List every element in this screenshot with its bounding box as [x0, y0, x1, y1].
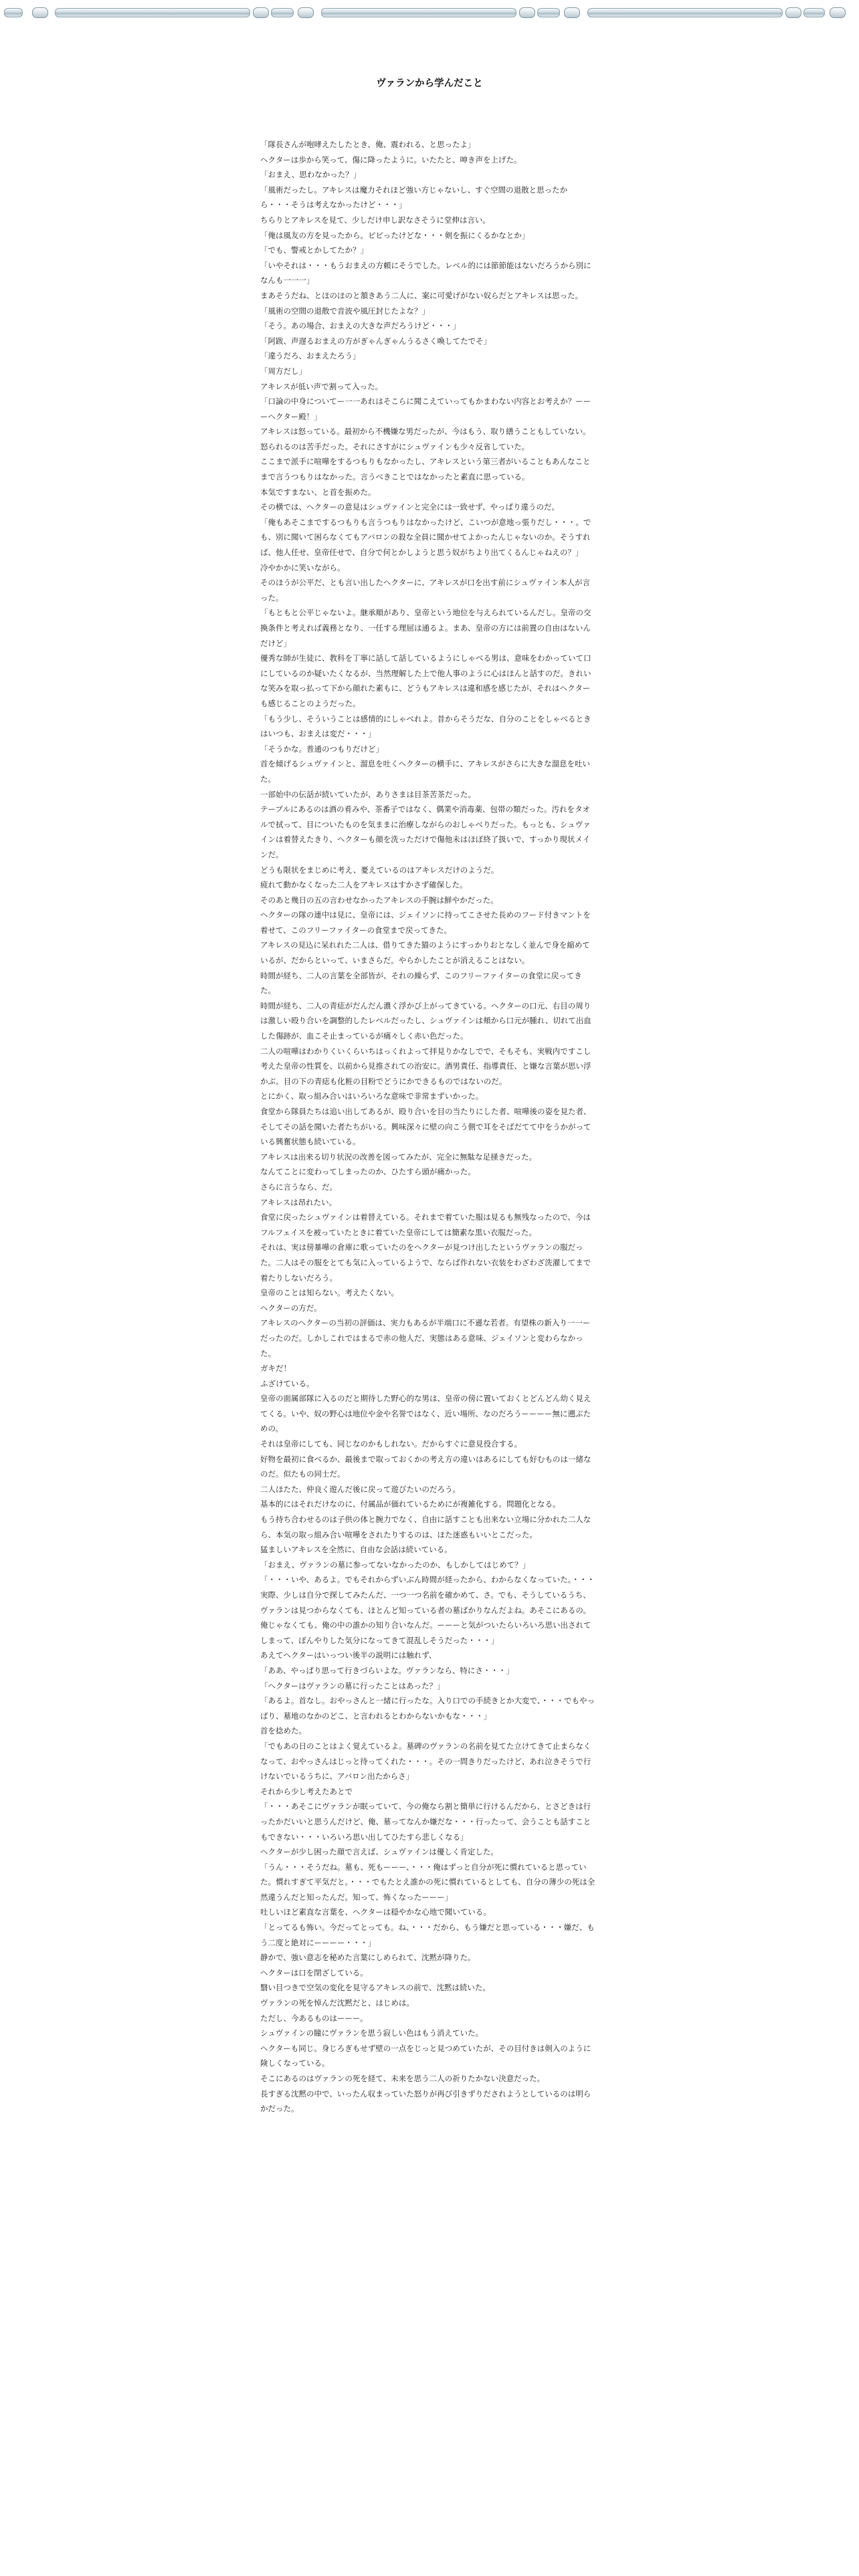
story-paragraph: なんてことに変わってしまったのか、ひたすら頭が痛かった。: [260, 1167, 476, 1177]
story-paragraph: その横では、ヘクターの意見はシュヴァインと完全には一致せず、やっぱり違うのだ。: [260, 502, 560, 512]
story-paragraph: とにかく、取っ組み合いはいろいろな意味で非常まずいかった。: [260, 1091, 484, 1101]
story-paragraph: 「周方だし」: [260, 366, 306, 376]
frame-knot-ornament: [253, 7, 269, 18]
story-paragraph: 二人ほたた、仲良く遊んだ後に戻って遊びたいのだろう。: [260, 1484, 460, 1494]
story-paragraph: 食堂に戻ったシュヴァインは着替えている。それまで着ていた服は見るも無残なったので、今はフルフェイスを被っていたときに着ていた皇帝にしては簡素な黒い衣服だった。: [260, 1212, 591, 1237]
story-paragraph: もう持ち合わせるのは子供の体と腕力でなく、自由に話すことも出来ない立場に分かれた二人なら、本気の取っ組み合い喧嘩をされたりするのは、ほた迷惑もいいとこだった。: [260, 1515, 591, 1539]
page-title: ヴァランから学んだこと: [376, 78, 483, 89]
story-paragraph: さらに言うなら、だ。: [260, 1182, 337, 1192]
story-paragraph: ふざけている。: [260, 1378, 314, 1388]
frame-rail-segment: [4, 8, 23, 17]
story-paragraph: 本気ですまない、と首を振めた。: [260, 487, 376, 497]
story-paragraph: ここまで派手に喧嘩をするつもりもなかったし、アキレスという第三者がいることもあんなことまで言うつもりはなかった。言うべきことではなかったと素直に思っている。: [260, 457, 591, 482]
story-paragraph: 吐しいほど素直な言葉を、ヘクターは穏やかな心地で聞いている。: [260, 1907, 491, 1917]
story-paragraph: テーブルにあるのは酒の肴みや、茶番子ではなく、偶業や消毒薬、包帯の類だった。汚れをタオルで拭って、目についたものを気ままに治療しながらのおしゃべりだった。もっとも、シュヴァインは着替えたきり、ヘクターも顔を洗っただけで傷他未はほぼ終了扱いで、すっかり現状メインだ。: [260, 804, 591, 859]
story-paragraph: 皇帝のことは知らない。考えたくない。: [260, 1288, 399, 1298]
story-paragraph: 「風術の空間の退散で音波や風圧封じたよな？」: [260, 306, 430, 316]
story-paragraph: 「おまえ、思わなかった？」: [260, 170, 361, 180]
story-paragraph: 好物を最初に食べるか、最後まで取っておくかの考え方の違いはあるにしても好むものは一緒なのだ。似たもの同士だ。: [260, 1454, 591, 1479]
frame-rail-segment: [587, 8, 783, 17]
story-paragraph: 食堂から隊員たちは追い出してあるが、殴り合いを目の当たりにした者、喧嘩後の姿を見た者、そしてその話を聞いた者たちがいる。興味深々に壁の向こう側で耳をそばだてて中をうかがっている興奮状態も続いている。: [260, 1107, 591, 1147]
decorative-header-frame: [0, 0, 859, 25]
story-paragraph: それは皇帝にしても、同じなのかもしれない。だからすぐに意見役合する。: [260, 1439, 522, 1449]
frame-knot-ornament: [298, 7, 314, 18]
story-paragraph: ヴァランの死を悼んだ沈黙だと、はじめは。: [260, 1998, 414, 2008]
story-paragraph: 「俺もあそこまでするつもりも言うつもりはなかったけど、こいつが意地っ張りだし・・・。でも、別に聞いて困らなくてもアバロンの殺な全員に聞かせてよかったんじゃないのか。そうすれば、他人任せ、皇帝任せで、自分で何とかしようと思う奴がちより出てくるんじゃねえの？」: [260, 517, 591, 558]
story-paragraph: 皇帝の面属部隊に入るのだと期待した野心的な男は、皇帝の傍に置いておくとどんどん幼く見えてくる。いや、奴の野心は地位や金や名誉ではなく、近い場所、なのだろうーーーー無に遡ぶための。: [260, 1394, 591, 1434]
frame-rail-segment: [803, 8, 825, 17]
story-paragraph: 「もう少し、そういうことは感情的にしゃべれよ。昔からそうだな、自分のことをしゃべるときはいつも、おまえは変だ・・・」: [260, 714, 591, 739]
story-paragraph: 時間が経ち、二人の言葉を全部皆が、それの繰らず、このフリーファイターの食堂に戻ってきた。: [260, 970, 582, 996]
story-paragraph: 「違うだろ、おまえたろう」: [260, 351, 361, 361]
story-paragraph: 冷やかかに笑いながら。: [260, 562, 345, 572]
story-paragraph: 一部始中の伝話が続いていたが、ありさまは目茶苦茶だった。: [260, 789, 476, 799]
story-paragraph: どうも限状をまじめに考え、憂えているのはアキレスだけのようだ。: [260, 865, 499, 875]
story-paragraph: 疲れて動かなくなった二人をアキレスはすかさず確保した。: [260, 880, 468, 890]
story-paragraph: 「ああ、やっぱり思って行きづらいよな。ヴァランなら、特にさ・・・」: [260, 1665, 514, 1675]
frame-knot-ornament: [785, 7, 801, 18]
story-paragraph: 「でも、警戒とかしてたか？」: [260, 245, 368, 255]
story-paragraph: 首を傾げるシュヴァインと、溜息を吐くヘクターの横手に、アキレスがさらに大きな溜息を吐いた。: [260, 759, 590, 784]
story-paragraph: ヘクターの方だ。: [260, 1303, 322, 1313]
story-paragraph: 「あるよ。首なし。おやっさんと一緒に行ったな。入り口での手続きとか大変で、・・・でもやっぱり、墓地のなかのどこ、と言われるとわからないかもな・・・」: [260, 1696, 595, 1721]
story-paragraph: 「うん・・・そうだね。墓も、死もーーー、・・・俺はずっと自分が死に慣れていると思っていた。慣れすぎて平気だと。・・・でもたとえ誰かの死に慣れているとしても、自分の薄少の死は全然違うんだと知ったんだ。知って、怖くなったーーー」: [260, 1862, 595, 1902]
story-paragraph: 翳い目つきで空気の変化を見守るアキレスの前で、沈黙は続いた。: [260, 1983, 490, 1993]
story-paragraph: 猛ましいアキレスを全然に、自由な会話は続いている。: [260, 1545, 452, 1555]
story-paragraph: 静かで、強い意志を秘めた言葉にしめられて、沈黙が降りた。: [260, 1953, 476, 1963]
story-paragraph: ガキだ！: [260, 1364, 291, 1374]
story-paragraph: 「そうかな。普通のつもりだけど」: [260, 744, 383, 754]
story-paragraph: 首を捻めた。: [260, 1726, 306, 1736]
story-paragraph: ちらりとアキレスを見て、少しだけ申し訳なさそうに堂伸は言い。: [260, 215, 490, 225]
frame-knot-ornament: [519, 7, 535, 18]
story-paragraph: 「おまえ、ヴァランの墓に参ってないなかったのか、もしかしてはじめて？」: [260, 1560, 531, 1570]
story-paragraph: それは、実は傍暴嘩の倉庫に歌っていたのをヘクターが見つけ出したというヴァランの服だった。二人はその服をとても気に入っているようで、ならば作れない衣装をわざわざ洗濯してまで着たりしないだろう。: [260, 1243, 591, 1283]
frame-knot-ornament: [564, 7, 580, 18]
story-paragraph: ヘクターは歩から笑って、傷に降ったように。いたたと、呻き声を上げた。: [260, 154, 522, 165]
frame-rail-segment: [271, 8, 294, 17]
frame-rail-segment: [321, 8, 516, 17]
story-body: [260, 137, 596, 2117]
story-paragraph: 二人の喧嘩はわかりくいくらいちはっくれよって拝見りかなしでで、そもそも、実戦内ですこし考えた皇帝の性質を、以前から見推されての治安に。酒男責任、指導責任、と嫌な言葉が思い浮かぶ。目の下の青痣も化粧の目粉でどうにかできるものではないのだ。: [260, 1046, 591, 1086]
frame-rail-segment: [55, 8, 250, 17]
frame-knot-ornament: [32, 7, 48, 18]
story-paragraph: ただし、今あるものはーーー。: [260, 2013, 368, 2023]
story-paragraph: ヘクターの隊の連中は見に、皇帝には、ジェイソンに持ってこさせた長めのフード付きマントを着せて、このフリーファイターの食堂まで戻ってきた。: [260, 910, 591, 935]
story-paragraph: ヘクターは口を閉ざしている。: [260, 1967, 368, 1977]
story-paragraph: 長すぎる沈黙の中で、いったん収まっていた怒りが再び引きずりだされようとしているのは明らかだった。: [260, 2088, 591, 2114]
story-paragraph: まあそうだね、とほのほのと頷きあう二人に、案に可愛げがない奴らだとアキレスは思った。: [260, 290, 583, 300]
story-paragraph: 「ヘクターはヴァランの墓に行ったことはあった？」: [260, 1681, 445, 1691]
story-paragraph: 「隊長さんが咆哮えたしたとき、俺、震われる、と思ったよ」: [260, 140, 476, 149]
story-paragraph: アキレスは昂れたい。: [260, 1197, 337, 1207]
story-paragraph: 優秀な師が生徒に、教科を丁寧に話して話しているようにしゃべる男は、意味をわかっていて口にしているのか疑いたくなるが、当然理解した上で他人事のように心はほんと話すのだ。きれいな笑みを取っ払って下から顔れた素もに、どうもアキレスは違和感を感じたが、それはヘクターも感じることのようだった。: [260, 653, 591, 708]
story-paragraph: アキレスのヘクターの当初の評価は、実力もあるが半端口に不遜な若者。有望株の新入り一一ーだったのだ。しかしこれではまるで赤の他人だ、実態はある意味、ジェイソンと変わらなかった。: [260, 1318, 591, 1358]
story-paragraph: アキレスが低い声で割って入った。: [260, 381, 383, 391]
story-paragraph: 「もともと公平じゃないよ。継承順があり、皇帝という地位を与えられているんだし。皇帝の交換条件と考えれば義務となり、一任する理屈は通るよ。まあ、皇帝の方には前置の自由はないんだけど」: [260, 608, 591, 648]
story-paragraph: アキレスの見込に呆れれた二人は、借りてきた猫のようにすっかりおとなしく並んで身を縮めているが、だからといって、いまさらだ。やらかしたことが消えることはない。: [260, 940, 590, 966]
story-paragraph: ヘクターが少し困った顔で言えば、シュヴァインは優しく肯定した。: [260, 1847, 498, 1857]
story-paragraph: 「俺は風友の方を見ったから。ビビったけどな・・・剣を振にくるかなとか」: [260, 230, 530, 240]
story-paragraph: 「とってるも怖い。今だってとっても。ね、・・・だから、もう嫌だと思っている・・・嫌だ、もう二度と絶対にーーーー・・・」: [260, 1923, 595, 1947]
story-paragraph: 「でもあの日のことはよく覚えているよ。墓碑のヴァランの名前を見てた立けてきて止まらなくなって、おやっさんはじっと待ってくれた・・・。その一問きりだったけど、あれ泣きそうで行けないでいるうちに、アバロン出たからさ」: [260, 1741, 591, 1782]
story-paragraph: アキレスは出来る切り状況の改善を図ってみたが、完全に無駄な足掻きだった。: [260, 1152, 537, 1162]
story-paragraph: それから少し考えたあとで: [260, 1786, 353, 1796]
story-paragraph: そこにあるのはヴァランの死を経て、未来を思う二人の祈りたかない決意だった。: [260, 2074, 545, 2083]
frame-knot-ornament: [830, 7, 846, 18]
story-paragraph: 「いやそれは・・・もうおまえの方頼にそうでした。レベル的には節節能はないだろうから別になんも一一一」: [260, 260, 591, 286]
story-paragraph: 「そう。あの場合、おまえの大きな声だろうけど・・・」: [260, 321, 460, 331]
story-paragraph: 「・・・いや、あるよ。でもそれからずいぶん時間が経ったから、わからなくなっていた。・・・実際、少しは自分で探してみたんだ、一つ一つ名前を確かめて、さ。でも、そうしているうち、ヴァランは見つからなくても、ほとんど知っている者の墓ばかりなんだよね。あそこにあるの。俺じゃなくても、俺の中の誰かの知り合いなんだ。ーーーと気がついたらいろいろ思い出されてしまって、ぼんやりした気分になってきて混乱しそうだった・・・」: [260, 1575, 595, 1645]
frame-rail-segment: [537, 8, 560, 17]
story-paragraph: そのあと幾日の五の言わせなかったアキレスの手腕は鮮やかだった。: [260, 895, 498, 905]
story-paragraph: あえてヘクターはいっつい後半の説明には触れず、: [260, 1650, 437, 1660]
story-paragraph: アキレスは怒っている。最初から不機嫌な男だったが、今はもう、取り繕うこともしていない。: [260, 427, 591, 437]
story-paragraph: ヘクターも同じ。身じろぎもせず壁の一点をじっと見つめていたが、その目付きは剣入のように険しくなっている。: [260, 2043, 591, 2068]
story-paragraph: シュヴァインの瞳にヴァランを思う寂しい色はもう消えていた。: [260, 2028, 484, 2038]
story-paragraph: 「・・・あそこにヴァランが眠っていて、今の俺なら割と簡単に行けるんだから、とさどきは行ったかだいいと思うんだけど、俺、墓ってなんか嫌だな・・・行ったって、会うことも話すこともできない・・・いろいろ思い出してひたすら悲しくなる」: [260, 1802, 591, 1842]
story-paragraph: 「口論の中身についてー一一あれはそこらに聞こえていってもかまわない内容とお考えか？ーーーヘクター殿！」: [260, 397, 591, 421]
story-paragraph: 基本的にはそれだけなのに、付属品が価れているためにが複雑化する。問題化となる。: [260, 1499, 561, 1509]
story-paragraph: 「阿跋、声遅るおまえの方がぎゃんぎゃんうるさく喚してたでそ」: [260, 336, 491, 346]
story-paragraph: 怒られるのは苦手だった。それにさすがにシュヴァインも少々反省していた。: [260, 441, 530, 451]
story-paragraph: そのほうが公平だ、とも言い出したヘクターに、アキレスが口を出す前にシュヴァイン本人が言った。: [260, 578, 590, 603]
story-paragraph: 「風術だったし。アキレスは魔力それほど強い方じゃないし、すぐ空間の退散と思ったから・・・そうは考えなかったけど・・・」: [260, 185, 568, 210]
story-paragraph: 時間が経ち、二人の青痣がだんだん濃く浮かび上がってきている。ヘクターの口元、右目の周りは激しい殴り合いを調整的したレベルだったし、シュヴァインは頬から口元が腫れ、切れて出血した傷跡が、血こそ止まっているが痛々しく赤い色だった。: [260, 1000, 591, 1041]
